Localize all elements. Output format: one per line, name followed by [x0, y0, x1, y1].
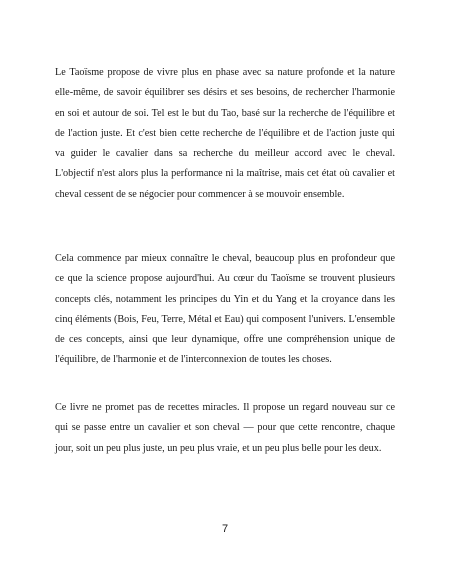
page-number: 7 [221, 523, 229, 535]
paragraph-livre-promesse: Ce livre ne promet pas de recettes miracles. Il propose un regard nouveau sur ce qui se passe entre un cavalier et son cheval — pour que cette rencontre, chaque jour, soit un peu plus juste, un peu plus vraie, et un peu plus belle pour les deux. [55, 402, 395, 454]
paragraph-connaitre-cheval: Cela commence par mieux connaître le cheval, beaucoup plus en profondeur que ce que la science propose aujourd'hui. Au cœur du Taoïsme se trouvent plusieurs concepts clés, notamment les principes du Yin et du Yang et la croyance dans les cinq éléments (Bois, Feu, Terre, Métal et Eau) qui composent l'univers. L'ensemble de ces concepts, ainsi que leur dynamique, offre une compréhension unique de l'équilibre, de l'harmonie et de l'interconnexion de toutes les choses. [55, 253, 395, 366]
paragraph-taoisme-intro: Le Taoïsme propose de vivre plus en phase avec sa nature profonde et la nature elle-même, de savoir équilibrer ses désirs et ses besoins, de rechercher l'harmonie en soi et autour de soi. Tel est le but du Tao, basé sur la recherche de l'équilibre et de l'action juste. Et c'est bien cette recherche de l'équilibre et de l'action juste qui va guider le cavalier dans sa recherche du meilleur accord avec le cheval. L'objectif n'est alors plus la performance ni la maîtrise, mais cet état où cavalier et cheval cessent de se négocier pour commencer à se mouvoir ensemble. [55, 67, 395, 200]
